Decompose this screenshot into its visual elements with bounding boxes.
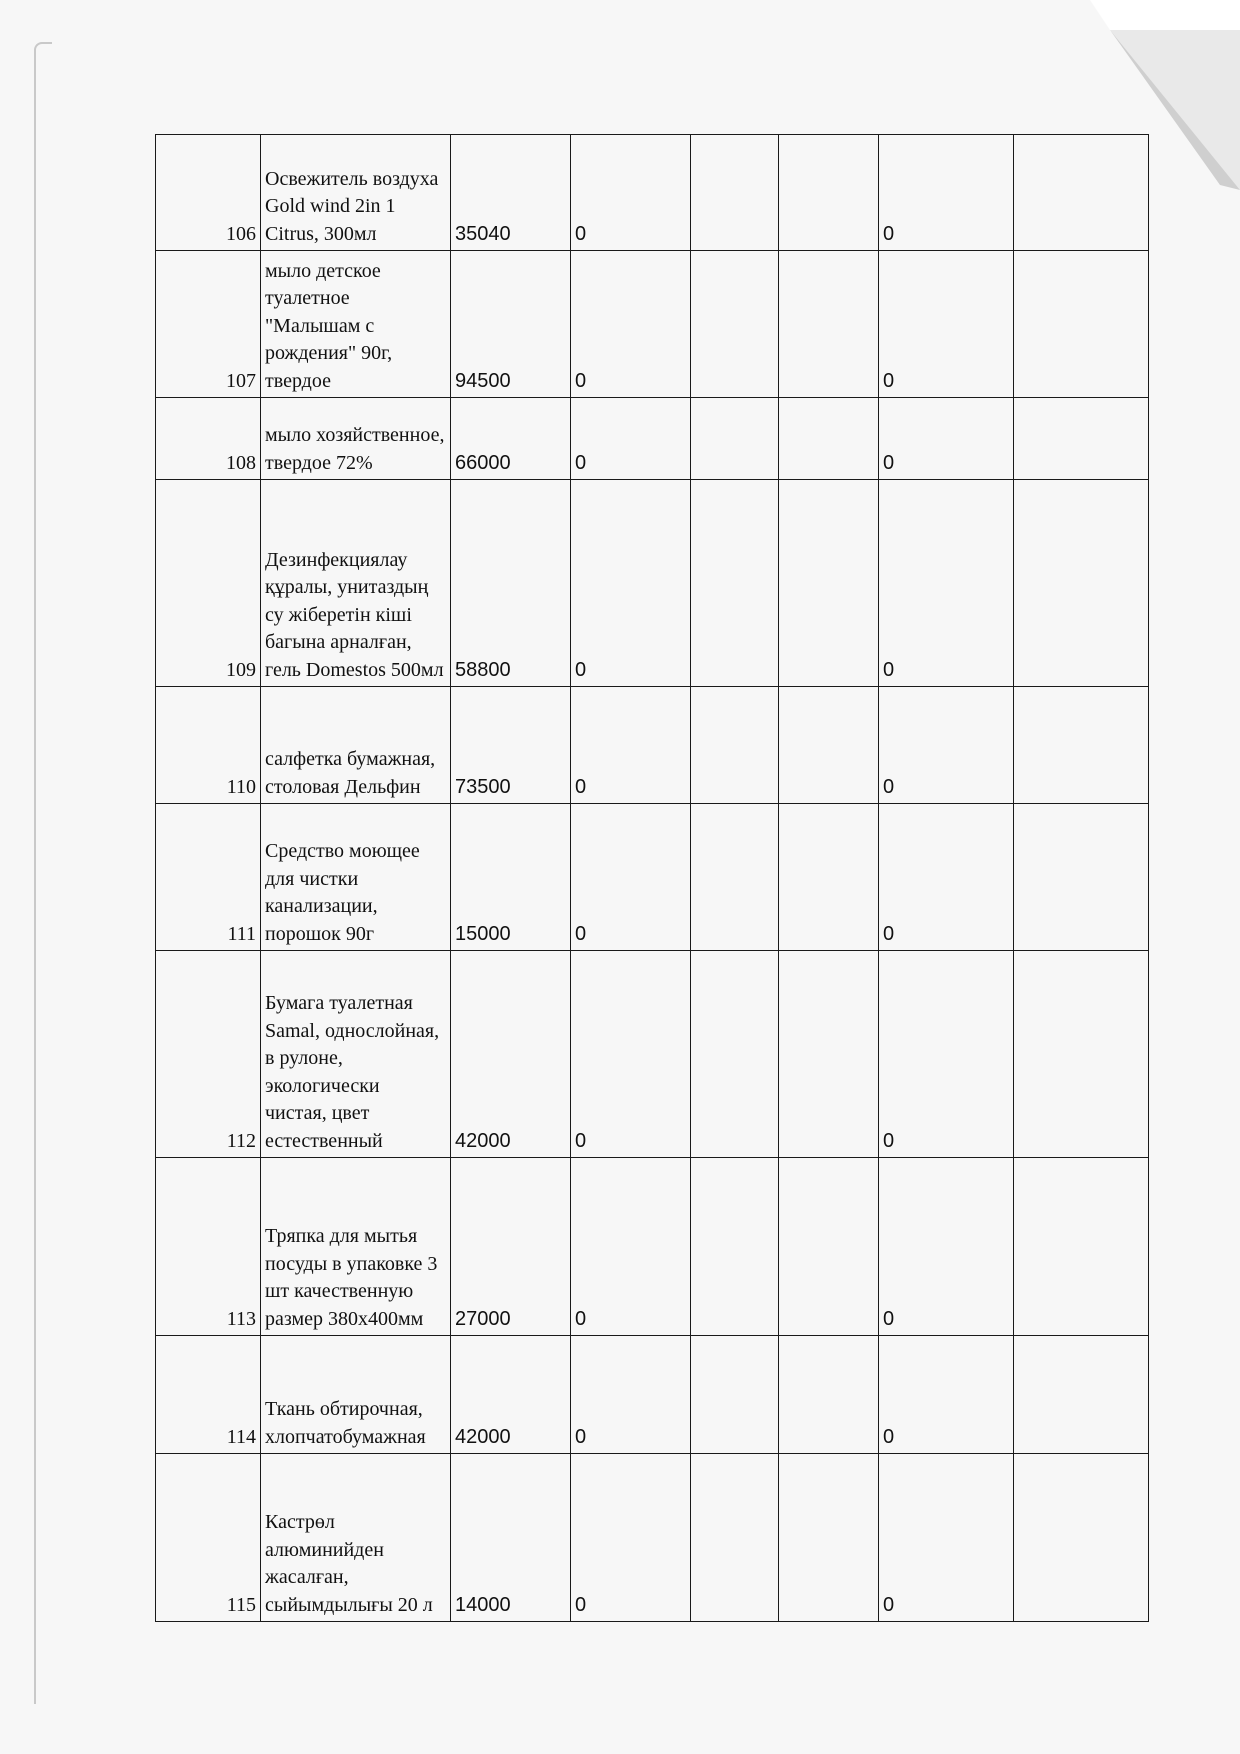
- item-name: мыло детское туалетное "Малышам с рождения" 90г, твердое: [261, 251, 451, 398]
- items-table: [155, 134, 1149, 1622]
- value-cell: 0: [879, 1336, 1014, 1454]
- item-name: Бумага туалетная Samal, однослойная, в рулоне, экологически чистая, цвет естественный: [261, 951, 451, 1158]
- empty-cell: [1014, 398, 1149, 480]
- empty-cell: [779, 687, 879, 804]
- items-table-body: [156, 135, 1149, 1622]
- value-cell: 0: [879, 135, 1014, 251]
- table-row: [156, 1336, 1149, 1454]
- empty-cell: [1014, 687, 1149, 804]
- table-row: [156, 251, 1149, 398]
- value-cell: 0: [879, 480, 1014, 687]
- empty-cell: [1014, 480, 1149, 687]
- table-row: [156, 1454, 1149, 1622]
- quantity-value: 42000: [451, 1336, 571, 1454]
- value-cell: 0: [879, 804, 1014, 951]
- item-name: Освежитель воздуха Gold wind 2in 1 Citrus, 300мл: [261, 135, 451, 251]
- row-number: 107: [156, 251, 261, 398]
- page-edge-shadow: [34, 42, 52, 1704]
- row-number: 106: [156, 135, 261, 251]
- empty-cell: [691, 480, 779, 687]
- empty-cell: [1014, 1454, 1149, 1622]
- table-row: [156, 687, 1149, 804]
- table-row: [156, 951, 1149, 1158]
- empty-cell: [779, 251, 879, 398]
- value-cell: 0: [879, 687, 1014, 804]
- row-number: 115: [156, 1454, 261, 1622]
- empty-cell: [691, 398, 779, 480]
- empty-cell: [1014, 951, 1149, 1158]
- empty-cell: [691, 804, 779, 951]
- empty-cell: [691, 687, 779, 804]
- table-row: [156, 1158, 1149, 1336]
- table-row: [156, 804, 1149, 951]
- row-number: 110: [156, 687, 261, 804]
- value-cell: 0: [879, 1454, 1014, 1622]
- row-number: 111: [156, 804, 261, 951]
- empty-cell: [1014, 1158, 1149, 1336]
- empty-cell: [1014, 251, 1149, 398]
- quantity-value: 14000: [451, 1454, 571, 1622]
- empty-cell: [1014, 135, 1149, 251]
- value-cell: 0: [571, 251, 691, 398]
- empty-cell: [691, 251, 779, 398]
- value-cell: 0: [879, 251, 1014, 398]
- item-name: Тряпка для мытья посуды в упаковке 3 шт качественную размер 380х400мм: [261, 1158, 451, 1336]
- item-name: Дезинфекциялау құралы, унитаздың су жіберетін кіші багына арналған, гель Domestos 500мл: [261, 480, 451, 687]
- value-cell: 0: [571, 687, 691, 804]
- value-cell: 0: [571, 398, 691, 480]
- item-name: Ткань обтирочная, хлопчатобумажная: [261, 1336, 451, 1454]
- empty-cell: [691, 1158, 779, 1336]
- quantity-value: 73500: [451, 687, 571, 804]
- empty-cell: [779, 1454, 879, 1622]
- empty-cell: [779, 1158, 879, 1336]
- row-number: 108: [156, 398, 261, 480]
- item-name: Кастрөл алюминийден жасалған, сыйымдылығы 20 л: [261, 1454, 451, 1622]
- empty-cell: [779, 480, 879, 687]
- empty-cell: [691, 1336, 779, 1454]
- quantity-value: 58800: [451, 480, 571, 687]
- value-cell: 0: [571, 951, 691, 1158]
- value-cell: 0: [571, 804, 691, 951]
- value-cell: 0: [879, 1158, 1014, 1336]
- empty-cell: [691, 1454, 779, 1622]
- item-name: салфетка бумажная, столовая Дельфин: [261, 687, 451, 804]
- row-number: 112: [156, 951, 261, 1158]
- value-cell: 0: [879, 398, 1014, 480]
- row-number: 109: [156, 480, 261, 687]
- table-row: [156, 398, 1149, 480]
- empty-cell: [1014, 804, 1149, 951]
- value-cell: 0: [571, 1336, 691, 1454]
- value-cell: 0: [571, 480, 691, 687]
- quantity-value: 42000: [451, 951, 571, 1158]
- value-cell: 0: [571, 1454, 691, 1622]
- quantity-value: 15000: [451, 804, 571, 951]
- item-name: мыло хозяйственное, твердое 72%: [261, 398, 451, 480]
- empty-cell: [691, 951, 779, 1158]
- quantity-value: 94500: [451, 251, 571, 398]
- empty-cell: [779, 398, 879, 480]
- value-cell: 0: [879, 951, 1014, 1158]
- item-name: Средство моющее для чистки канализации, порошок 90г: [261, 804, 451, 951]
- row-number: 113: [156, 1158, 261, 1336]
- quantity-value: 35040: [451, 135, 571, 251]
- empty-cell: [779, 135, 879, 251]
- empty-cell: [691, 135, 779, 251]
- empty-cell: [1014, 1336, 1149, 1454]
- row-number: 114: [156, 1336, 261, 1454]
- empty-cell: [779, 804, 879, 951]
- value-cell: 0: [571, 1158, 691, 1336]
- value-cell: 0: [571, 135, 691, 251]
- table-row: [156, 135, 1149, 251]
- quantity-value: 66000: [451, 398, 571, 480]
- empty-cell: [779, 1336, 879, 1454]
- empty-cell: [779, 951, 879, 1158]
- table-row: [156, 480, 1149, 687]
- quantity-value: 27000: [451, 1158, 571, 1336]
